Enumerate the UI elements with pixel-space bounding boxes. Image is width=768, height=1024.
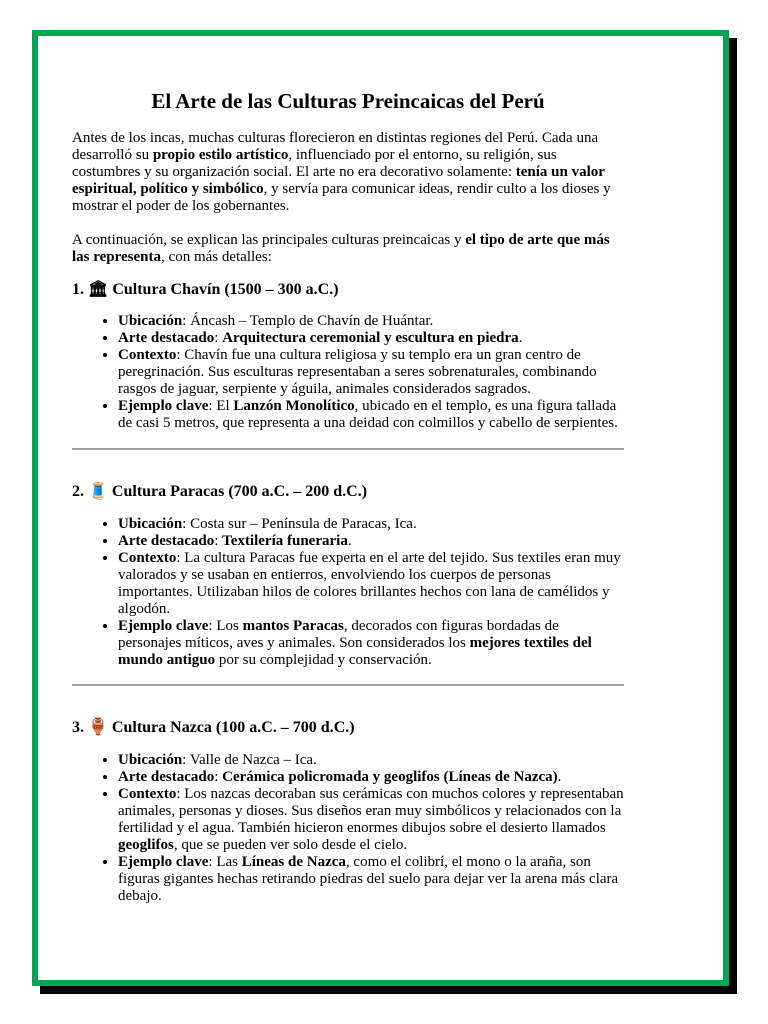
list-item: • Ubicación: Valle de Nazca – Ica. (118, 752, 624, 769)
intro-paragraph: Antes de los incas, muchas culturas florecieron en distintas regiones del Perú. Cada una desarrolló su propio estilo artístico, influenciado por el entorno, su religión, sus costumbres y su organización social. El arte no era decorativo solamente: tenía un valor espiritual, político y simbólico, y servía para comunicar ideas, rendir culto a los dioses y mostrar el poder de los gobernantes. (72, 130, 611, 214)
section-list-paracas (72, 516, 624, 669)
list-item: • Ejemplo clave: El Lanzón Monolítico, ubicado en el templo, es una figura tallada de casi 5 metros, que representa a una deidad con colmillos y cabello de serpientes. (118, 398, 624, 432)
list-item: • Contexto: Los nazcas decoraban sus cerámicas con muchos colores y representaban animales, personas y dioses. Sus diseños eran muy simbólicos y relacionados con la fertilidad y el agua. También hicieron enormes dibujos sobre el desierto llamados geoglifos, que se pueden ver solo desde el cielo. (118, 786, 624, 854)
list-item: • Arte destacado: Cerámica policromada y geoglifos (Líneas de Nazca). (118, 769, 624, 786)
section-list-chavin (72, 313, 624, 432)
intro-paragraph-2: A continuación, se explican las principales culturas preincaicas y el tipo de arte que más las representa, con más detalles: (72, 232, 610, 265)
section-divider (72, 448, 624, 450)
list-item: • Contexto: La cultura Paracas fue experta en el arte del tejido. Sus textiles eran muy valorados y se usaban en entierros, envolviendo los cuerpos de personas importantes. Utilizaban hilos de colores brillantes hechos con lana de camélidos y algodón. (118, 550, 624, 618)
section-divider (72, 684, 624, 686)
document-body (72, 30, 624, 905)
list-item: • Arte destacado: Arquitectura ceremonial y escultura en piedra. (118, 330, 624, 347)
section-title-chavin: 1. 🏛 Cultura Chavín (1500 – 300 a.C.) (72, 281, 339, 298)
list-item: • Contexto: Chavín fue una cultura religiosa y su templo era un gran centro de peregrinación. Sus esculturas representaban a seres sobrenaturales, combinando rasgos de jaguar, serpiente y águila, animales considerados sagrados. (118, 347, 624, 398)
list-item: • Ejemplo clave: Las Líneas de Nazca, como el colibrí, el mono o la araña, son figuras gigantes hechas retirando piedras del suelo para dejar ver la arena más clara debajo. (118, 854, 624, 905)
section-title-paracas: 2. 🧵 Cultura Paracas (700 a.C. – 200 d.C.) (72, 483, 368, 500)
list-item: • Arte destacado: Textilería funeraria. (118, 533, 624, 550)
list-item: • Ubicación: Costa sur – Península de Paracas, Ica. (118, 516, 624, 533)
section-list-nazca (72, 752, 624, 905)
list-item: • Ubicación: Áncash – Templo de Chavín de Huántar. (118, 313, 624, 330)
document-title: El Arte de las Culturas Preincaicas del Perú (151, 89, 545, 113)
list-item: • Ejemplo clave: Los mantos Paracas, decorados con figuras bordadas de personajes míticos, aves y animales. Son considerados los mejores textiles del mundo antiguo por su complejidad y conservación. (118, 618, 624, 669)
section-title-nazca: 3. 🏺 Cultura Nazca (100 a.C. – 700 d.C.) (72, 719, 355, 736)
